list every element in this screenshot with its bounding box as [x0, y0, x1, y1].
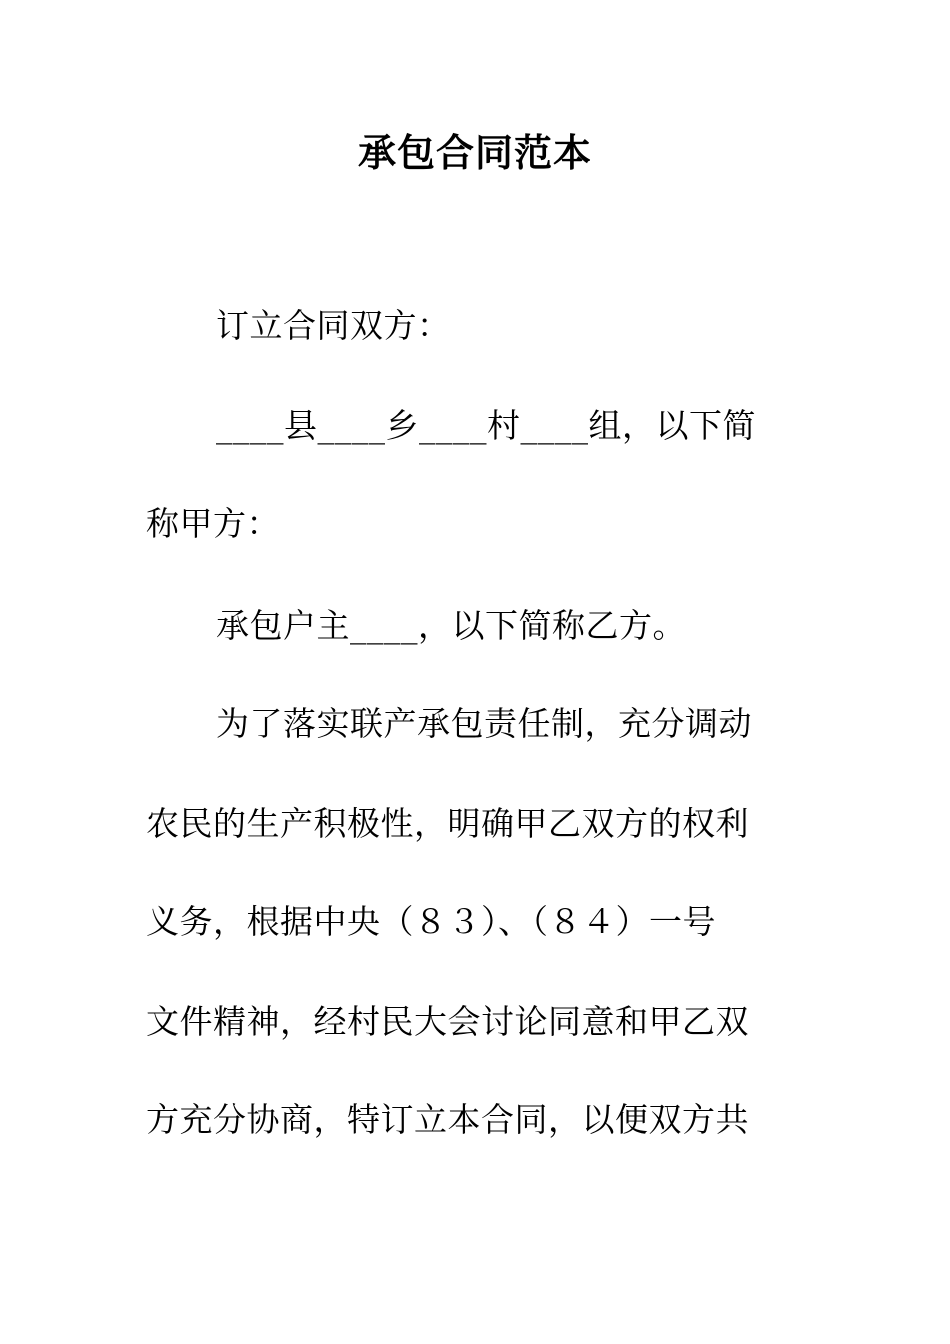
preamble-line-5: 方充分协商，特订立本合同，以便双方共	[146, 1100, 749, 1139]
party-b-line: 承包户主____，以下简称乙方。	[216, 606, 686, 645]
party-a-line-2: 称甲方：	[146, 504, 280, 543]
preamble-line-3: 义务，根据中央（８３）、（８４）一号	[146, 902, 716, 941]
parties-heading: 订立合同双方：	[216, 306, 451, 345]
preamble-line-4: 文件精神，经村民大会讨论同意和甲乙双	[146, 1002, 749, 1041]
document-title: 承包合同范本	[357, 130, 592, 175]
preamble-line-2: 农民的生产积极性，明确甲乙双方的权利	[146, 804, 749, 843]
party-a-line-1: ____县____乡____村____组，以下简	[216, 406, 756, 445]
preamble-line-1: 为了落实联产承包责任制，充分调动	[216, 704, 752, 743]
